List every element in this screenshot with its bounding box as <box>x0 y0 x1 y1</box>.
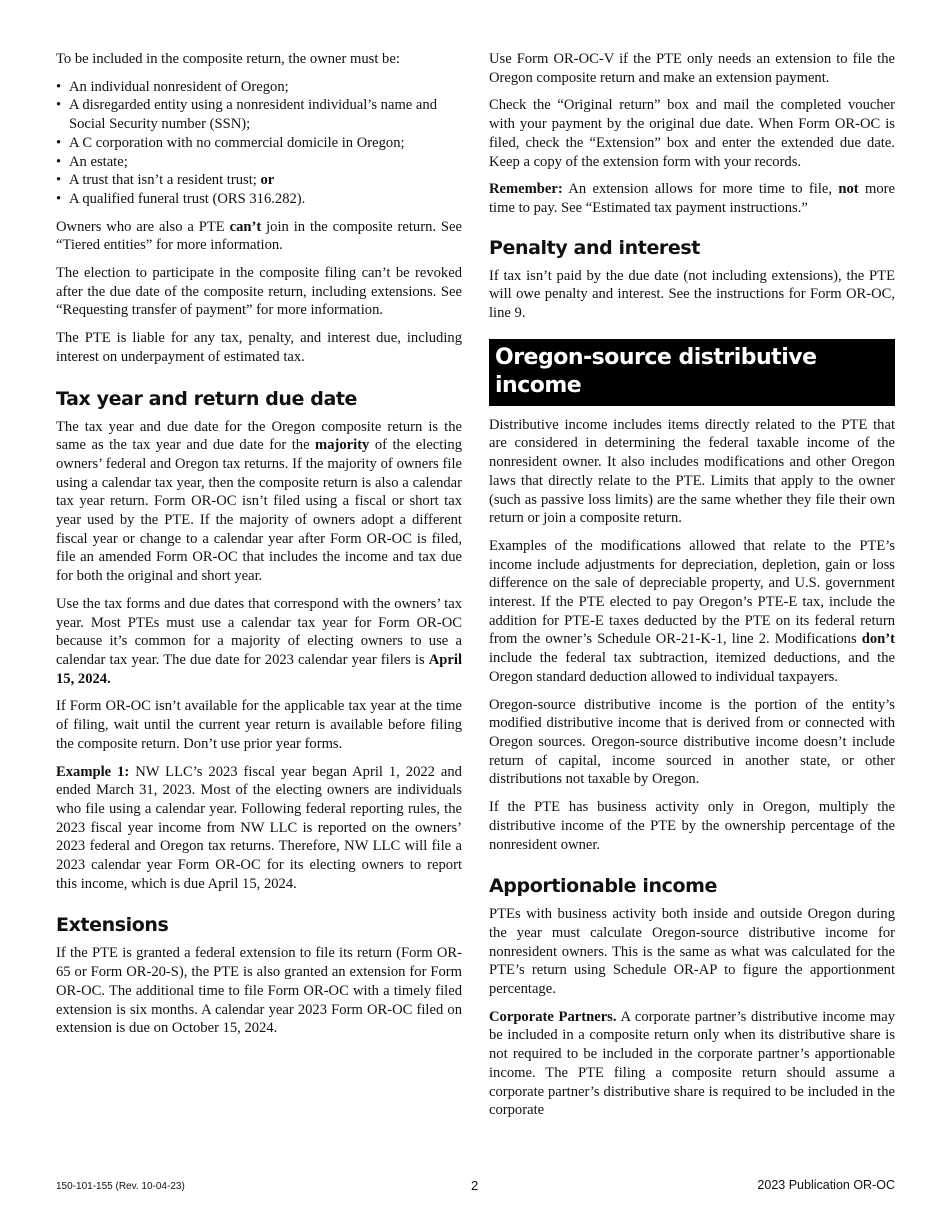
text-run: The tax year and due date for the Oregon composite return is the same as the tax year and due date for the <box>56 418 462 454</box>
text-run: A corporate partner’s distributive income may be included in a composite return only when its distributive share is not required to be included in the corporate partner’s apportionable income. The PTE filing a composite return should assume a corporate partner’s distributive share is required to be included in the corporate <box>489 1008 896 1119</box>
form-code: 150-101-155 (Rev. 10-04-23) <box>56 1181 185 1192</box>
list-item: • A C corporation with no commercial domicile in Oregon; <box>56 134 462 153</box>
owner-intro: To be included in the composite return, the owner must be: <box>56 51 400 67</box>
text-run: Examples of the modifications allowed that relate to the PTE’s income include adjustments for depreciation, depletion, gain or loss difference on the sale of depreciable property, and U.S. government interest. If the PTE elected to pay Oregon’s PTE-E tax, include the addition for PTE-E taxes deducted by the PTE on its federal return from the owner’s Schedule OR-21-K-1, line 2. Modifications <box>489 537 895 648</box>
owner-types-list <box>56 78 462 209</box>
corporate-paragraph <box>489 1008 895 1120</box>
text-run: Use the tax forms and due dates that correspond with the owners’ tax year. Most PTEs must use a calendar tax year for Form OR-OC because it’s common for a majority of electing owners to use a calendar tax year. The due date for 2023 calendar year filers is <box>56 595 462 668</box>
election-paragraph: The election to participate in the composite filing can’t be revoked after the due date of the composite return, including extensions. See “Requesting transfer of payment” for more information. <box>56 265 462 319</box>
oregon-source-paragraph: Oregon-source distributive income is the portion of the entity’s modified distributive income that is derived from or connected with Oregon sources. Oregon-source distributive income doesn’t include return of capital, income sourced in another state, or other distributions not taxable by Oregon. <box>489 696 895 788</box>
remember-paragraph <box>489 180 895 217</box>
apportionable-heading: Apportionable income <box>489 875 717 898</box>
tax-year-heading: Tax year and return due date <box>56 387 358 410</box>
list-item-text: A trust that isn’t a resident trust; <box>69 172 257 189</box>
emphasis: April 15, 2024. <box>56 651 462 687</box>
penalty-heading: Penalty and interest <box>489 236 700 259</box>
check-box-paragraph: Check the “Original return” box and mail the completed voucher with your payment by the original due date. When Form OR-OC is filed, check the “Extension” box and enter the extended due date. Keep a copy of the extension form with your records. <box>489 97 895 170</box>
examples-paragraph <box>489 537 895 687</box>
use-ocv-paragraph: Use Form OR-OC-V if the PTE only needs an extension to file the Oregon composite return and make an extension payment. <box>489 51 895 86</box>
apportionable-paragraph: PTEs with business activity both inside and outside Oregon during the year must calculate Oregon-source distributive income for nonresident owners. This is the same as what was calculated for the PTE’s return using Schedule OR-AP to figure the apportionment percentage. <box>489 906 895 998</box>
section-banner: Oregon-source distributive income <box>489 339 895 406</box>
or-word: or <box>260 172 275 189</box>
example-paragraph <box>56 763 462 894</box>
example-label: Example 1: <box>56 763 130 780</box>
page-number: 2 <box>471 1178 479 1193</box>
emphasis: not <box>838 181 859 198</box>
only-oregon-paragraph: If the PTE has business activity only in Oregon, multiply the distributive income of the PTE by the ownership percentage of the nonresident owner. <box>489 799 895 853</box>
remember-label: Remember: <box>489 181 563 198</box>
text-run: Owners who are also a PTE <box>56 218 225 235</box>
list-item: • An individual nonresident of Oregon; <box>56 78 462 97</box>
list-item: • An estate; <box>56 153 462 172</box>
emphasis: don’t <box>861 631 895 648</box>
penalty-paragraph: If tax isn’t paid by the due date (not including extensions), the PTE will owe penalty and interest. See the instructions for Form OR-OC, line 9. <box>489 267 895 322</box>
owners-pte-paragraph <box>56 218 462 255</box>
list-item: • A disregarded entity using a nonresident individual’s name and Social Security number (SSN); <box>56 96 462 133</box>
text-run: include the federal tax subtraction, itemized deductions, and the Oregon standard deduction allowed to individual taxpayers. <box>489 650 895 685</box>
corporate-label: Corporate Partners. <box>489 1008 617 1025</box>
list-item <box>56 171 462 190</box>
list-item: • A qualified funeral trust (ORS 316.282). <box>56 190 462 209</box>
right-column <box>489 50 895 1129</box>
text-run: join in the composite return. See “Tiered entities” for more information. <box>56 218 462 254</box>
use-forms-paragraph <box>56 595 462 689</box>
text-run: of the electing owners’ federal and Oregon tax returns. If the majority of owners file using a calendar tax year, then the composite return is also a calendar tax year return. Form OR-OC isn’t filed using a fiscal or short tax year used by the PTE. If the majority of owners adopt a different fiscal year or change to a calendar year after Form OR-OC is filed, file an amended Form OR-OC that includes the income and tax due for both the original and short year. <box>56 437 462 585</box>
text-run: NW LLC’s 2023 fiscal year began April 1, 2022 and ended March 31, 2023. Most of the electing owners are individuals who file using a calendar year. Following federal reporting rules, the 2023 fiscal year income from NW LLC is reported on the owners’ 2023 federal and Oregon tax returns. Therefore, NW LLC will file a 2023 calendar year Form OR-OC for its electing owners to report this income, which is due April 15, 2024. <box>56 763 462 892</box>
extensions-heading: Extensions <box>56 914 169 937</box>
publication-name: 2023 Publication OR-OC <box>757 1178 895 1192</box>
tax-year-paragraph <box>56 418 462 586</box>
distributive-paragraph: Distributive income includes items directly related to the PTE that are considered in determining the federal taxable income of the nonresident owner. It also includes modifications and other Oregon laws that directly relate to the PTE. Limits that apply to the owner (such as passive loss limits) are the same whether they file their own return or join a composite return. <box>489 416 895 527</box>
emphasis: can’t <box>229 218 262 235</box>
emphasis: majority <box>315 437 370 454</box>
left-column <box>56 50 462 1047</box>
not-available-paragraph: If Form OR-OC isn’t available for the applicable tax year at the time of filing, wait until the current year return is available before filing the composite return. Don’t use prior year forms. <box>56 698 462 752</box>
extensions-paragraph: If the PTE is granted a federal extension to file its return (Form OR-65 or Form OR-20-S), the PTE is also granted an extension for Form OR-OC. The additional time to file Form OR-OC with a timely filed extension is six months. A calendar year 2023 Form OR-OC filed on extension is due on October 15, 2024. <box>56 945 462 1037</box>
text-run: more time to pay. See “Estimated tax payment instructions.” <box>489 181 896 216</box>
text-run: An extension allows for more time to file, <box>568 181 833 198</box>
liable-paragraph: The PTE is liable for any tax, penalty, and interest due, including interest on underpayment of estimated tax. <box>56 330 462 365</box>
